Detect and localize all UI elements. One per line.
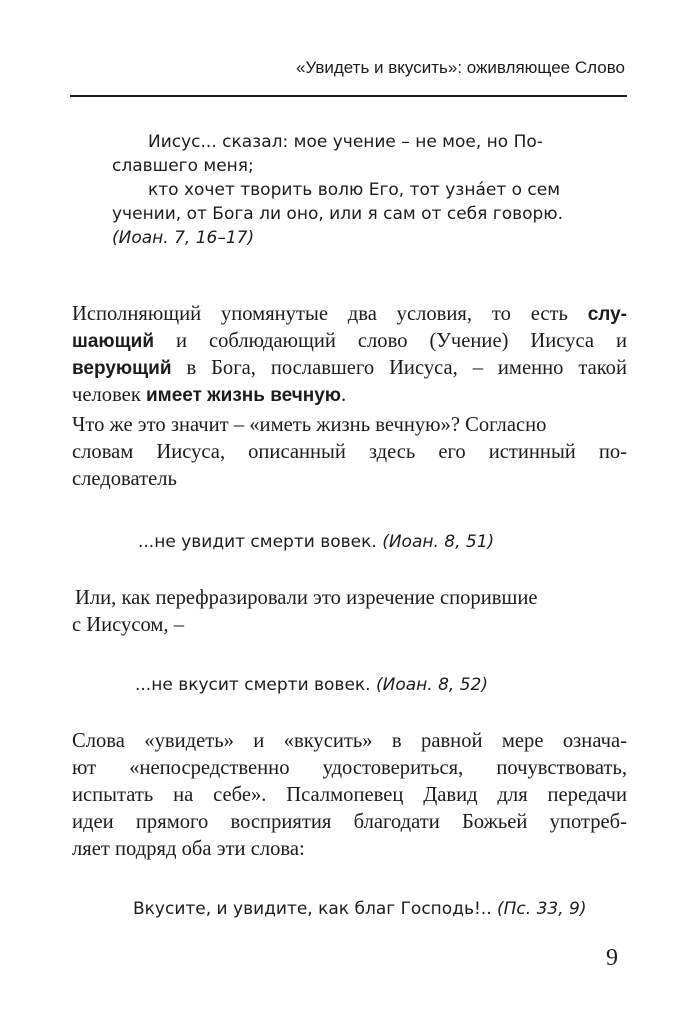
paragraph-line: ляет подряд оба эти слова:	[72, 838, 305, 860]
scripture-reference: (Пс. 33, 9)	[497, 899, 587, 919]
paragraph-line: испытать на себе». Псалмопевец Давид для передачи	[72, 784, 627, 806]
paragraph-eternal-life	[72, 301, 627, 409]
paragraph-line	[72, 328, 627, 355]
quote-line: учении, от Бога ли оно, или я сам от себя говорю.	[112, 204, 564, 224]
bold-text: слу-	[587, 304, 627, 325]
paragraph-line	[72, 301, 627, 328]
paragraph-see-and-taste	[72, 728, 627, 863]
paragraph-line: идеи прямого восприятия благодати Божьей употреб-	[72, 811, 627, 833]
page-number: 9	[606, 945, 618, 971]
quote-line: славшего меня;	[112, 156, 254, 176]
text-run: человек	[72, 384, 146, 406]
text-run: Исполняющий упомянутые два условия, то есть	[72, 303, 588, 325]
quote-text: Вкусите, и увидите, как благ Господь!..	[133, 899, 497, 919]
paragraph-meaning	[72, 412, 627, 493]
text-run: .	[341, 384, 347, 406]
paragraph-line: Слова «увидеть» и «вкусить» в равной мере означа-	[72, 730, 627, 752]
quote-text: ...не увидит смерти вовек.	[138, 532, 383, 552]
paragraph-line: ют «непосредственно удостовериться, почувствовать,	[72, 757, 627, 779]
paragraph-line: Или, как перефразировали это изречение спорившие	[75, 587, 538, 609]
paragraph-rephrased	[72, 585, 627, 639]
bold-text: шающий	[72, 331, 155, 352]
paragraph-line: с Иисусом, –	[72, 614, 185, 636]
quote-john-8-51	[138, 530, 494, 554]
quote-line: кто хочет творить волю Его, тот узнáет о сем	[148, 180, 561, 200]
quote-line: Иисус... сказал: мое учение – не мое, но По-	[148, 132, 543, 152]
text-run: в Бога, пославшего Иисуса, – именно такой	[171, 357, 627, 379]
paragraph-line: следователь	[72, 468, 177, 490]
bold-text: верующий	[72, 358, 172, 379]
running-header: «Увидеть и вкусить»: оживляющее Слово	[296, 58, 625, 77]
quote-john-8-52	[135, 673, 488, 697]
paragraph-line: Что же это значит – «иметь жизнь вечную»? Согласно	[72, 414, 547, 436]
bold-text: имеет жизнь вечную	[145, 385, 342, 406]
scripture-reference: (Иоан. 7, 16–17)	[112, 228, 255, 248]
paragraph-line	[72, 382, 627, 409]
quote-psalm-33-9	[133, 897, 586, 921]
scripture-reference: (Иоан. 8, 52)	[376, 675, 488, 695]
paragraph-line	[72, 355, 627, 382]
text-run: и соблюдающий слово (Учение) Иисуса и	[154, 330, 627, 352]
header-rule	[70, 95, 627, 97]
quote-text: ...не вкусит смерти вовек.	[135, 675, 376, 695]
scripture-reference: (Иоан. 8, 51)	[382, 532, 495, 552]
quote-john-7-16	[112, 130, 592, 250]
paragraph-line: словам Иисуса, описанный здесь его истинный по-	[72, 441, 627, 463]
